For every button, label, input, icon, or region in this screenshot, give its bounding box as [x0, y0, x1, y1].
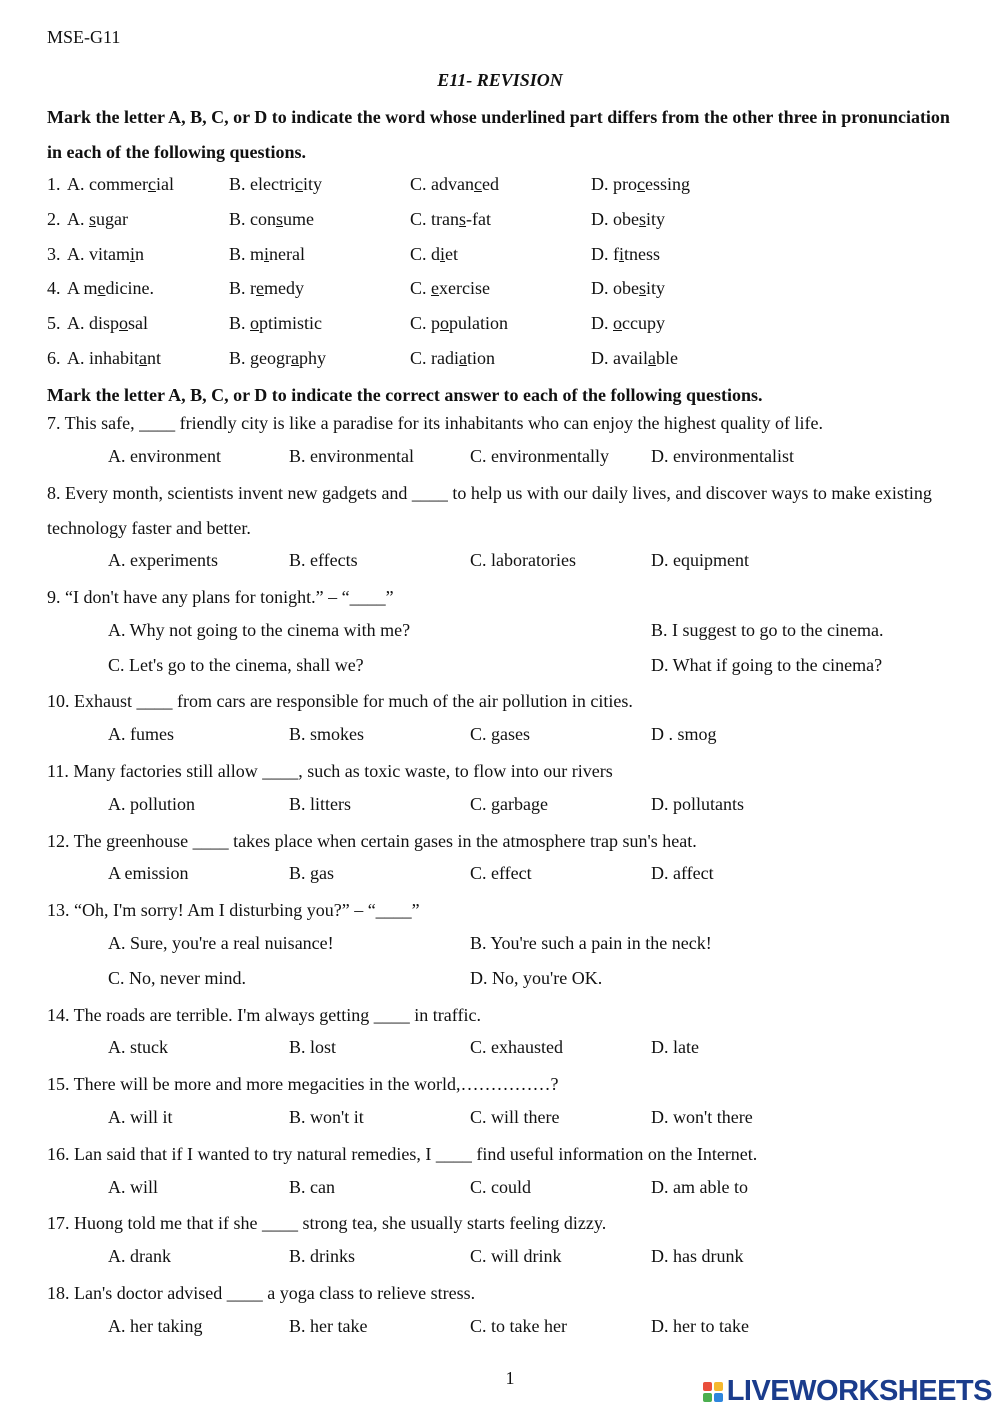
answer-option[interactable]: A. her taking [108, 1315, 203, 1336]
answer-option[interactable]: D. processing [591, 174, 690, 194]
answer-option[interactable]: D. What if going to the cinema? [651, 654, 883, 675]
answer-option[interactable]: A. will it [108, 1107, 173, 1127]
answer-option[interactable]: D. fitness [591, 243, 661, 264]
answer-option[interactable]: B. gas [289, 863, 334, 884]
answer-option[interactable]: D. am able to [651, 1176, 748, 1197]
underlined-part: e [256, 278, 264, 299]
answer-option[interactable]: A. inhabitant [67, 348, 162, 368]
question-number: 5. [47, 313, 61, 334]
underlined-part: c [637, 174, 645, 194]
page-number: 1 [505, 1368, 515, 1388]
answer-option[interactable]: B. consume [229, 208, 315, 229]
answer-option[interactable]: C. advanced [410, 174, 499, 194]
underlined-part: i [440, 243, 446, 264]
question-text: 12. The greenhouse ____ takes place when certain gases in the atmosphere trap sun's heat. [47, 830, 697, 851]
underlined-part: i [130, 243, 136, 264]
answer-option[interactable]: A. pollution [108, 793, 196, 814]
answer-option[interactable]: B. I suggest to go to the cinema. [651, 619, 884, 640]
underlined-part: a [139, 348, 147, 368]
document-code: MSE-G11 [47, 27, 121, 47]
underlined-part: s [459, 208, 467, 229]
question-number: 3. [47, 243, 61, 264]
answer-option[interactable]: A emission [108, 863, 189, 884]
answer-option[interactable]: C. exercise [410, 278, 490, 299]
pronunciation-question [47, 348, 977, 378]
answer-option[interactable]: D. has drunk [651, 1246, 744, 1267]
answer-option[interactable]: C. environmentally [470, 445, 609, 466]
pronunciation-question [47, 313, 977, 343]
answer-option[interactable]: C. garbage [470, 793, 548, 814]
answer-option[interactable]: D. No, you're OK. [470, 967, 603, 988]
options-row [47, 1316, 977, 1346]
underlined-part: e [97, 278, 106, 299]
underlined-part: e [431, 278, 440, 299]
answer-option[interactable]: A. Why not going to the cinema with me? [108, 619, 411, 640]
question-number: 6. [47, 348, 61, 368]
underlined-part: i [264, 243, 270, 264]
answer-option[interactable]: D. her to take [651, 1315, 749, 1336]
answer-option[interactable]: A. environment [108, 445, 221, 466]
underlined-part: s [639, 278, 647, 299]
underlined-part: a [459, 348, 467, 368]
answer-option[interactable]: B. effects [289, 550, 358, 571]
pronunciation-question [47, 244, 977, 274]
answer-option[interactable]: A. commercial [67, 174, 174, 194]
question-number: 4. [47, 278, 61, 299]
question-number: 2. [47, 208, 61, 229]
options-row [47, 794, 977, 824]
question-text: 14. The roads are terrible. I'm always getting ____ in traffic. [47, 1004, 481, 1025]
question-text: 9. “I don't have any plans for tonight.” – “____” [47, 587, 394, 607]
instruction-pronunciation: Mark the letter A, B, C, or D to indicate the word whose underlined part differs from the other three in pronunciation in each of the following questions. [47, 107, 950, 162]
answer-option[interactable]: A. will [108, 1176, 159, 1197]
answer-option[interactable]: B. You're such a pain in the neck! [470, 933, 712, 953]
answer-option[interactable]: A medicine. [67, 278, 154, 299]
answer-option[interactable]: A. Sure, you're a real nuisance! [108, 933, 334, 953]
answer-option[interactable]: C. Let's go to the cinema, shall we? [108, 654, 364, 675]
answer-option[interactable]: C. trans-fat [410, 208, 491, 229]
underlined-part: c [473, 174, 482, 194]
options-row [47, 1107, 977, 1137]
answer-option[interactable]: C. gases [470, 724, 530, 745]
question-text: 18. Lan's doctor advised ____ a yoga class to relieve stress. [47, 1283, 476, 1303]
answer-option[interactable]: C. radiation [410, 348, 496, 368]
underlined-part: c [294, 174, 303, 194]
underlined-part: a [647, 348, 656, 368]
answer-option[interactable]: B. optimistic [229, 313, 323, 334]
pronunciation-question [47, 278, 977, 308]
instruction-multiple-choice: Mark the letter A, B, C, or D to indicate the correct answer to each of the following questions. [47, 385, 763, 405]
answer-option[interactable]: A. fumes [108, 724, 174, 745]
underlined-part: c [147, 174, 156, 194]
answer-option[interactable]: B. remedy [229, 278, 304, 299]
underlined-part: a [291, 348, 299, 368]
answer-option[interactable]: D. equipment [651, 550, 749, 571]
liveworksheets-logo [703, 1375, 992, 1408]
answer-option[interactable]: C. could [470, 1176, 531, 1197]
underlined-part: s [276, 208, 284, 229]
answer-option[interactable]: C. population [410, 313, 509, 334]
question-text: 7. This safe, ____ friendly city is like a paradise for its inhabitants who can enjoy the highest quality of life. [47, 413, 823, 433]
question-text: 8. Every month, scientists invent new gadgets and ____ to help us with our daily lives, and discover ways to make existing technology faster and better. [47, 482, 932, 538]
logo-text: LIVEWORKSHEETS [726, 1375, 992, 1407]
question-text: 17. Huong told me that if she ____ strong tea, she usually starts feeling dizzy. [47, 1213, 607, 1234]
options-row [47, 655, 977, 685]
question-text: 16. Lan said that if I wanted to try natural remedies, I ____ find useful information on the Internet. [47, 1143, 758, 1164]
answer-option[interactable]: A. vitamin [67, 243, 145, 264]
answer-option[interactable]: D. available [591, 348, 678, 368]
options-row [47, 968, 977, 998]
question-text: 10. Exhaust ____ from cars are responsible for much of the air pollution in cities. [47, 691, 633, 712]
question-text: 13. “Oh, I'm sorry! Am I disturbing you?” – “____” [47, 900, 420, 921]
pronunciation-question [47, 174, 977, 204]
answer-option[interactable]: D. affect [651, 863, 714, 884]
answer-option[interactable]: D. obesity [591, 208, 666, 229]
answer-option[interactable]: B. won't it [289, 1107, 364, 1127]
answer-option[interactable]: B. smokes [289, 724, 365, 745]
answer-option[interactable]: B. litters [289, 793, 351, 814]
answer-option[interactable]: B. geography [229, 348, 326, 368]
options-row [47, 446, 977, 476]
options-row [47, 933, 977, 963]
answer-option[interactable]: B. can [289, 1176, 335, 1197]
answer-option[interactable]: A. drank [108, 1246, 171, 1267]
options-row [47, 1246, 977, 1276]
answer-option[interactable]: C. No, never mind. [108, 967, 246, 988]
page-title: E11- REVISION [437, 70, 563, 90]
answer-option[interactable]: D. won't there [651, 1107, 753, 1127]
answer-option[interactable]: A. disposal [67, 313, 149, 334]
answer-option[interactable]: B. lost [289, 1037, 337, 1058]
options-row [47, 863, 977, 893]
pronunciation-question [47, 209, 977, 239]
answer-option[interactable]: C. exhausted [470, 1037, 563, 1058]
answer-option[interactable]: D. pollutants [651, 793, 744, 814]
underlined-part: i [619, 243, 625, 264]
underlined-part: s [639, 208, 647, 229]
options-row [47, 1177, 977, 1207]
answer-option[interactable]: D. environmentalist [651, 445, 794, 466]
underlined-part: o [250, 313, 260, 334]
options-row [47, 550, 977, 580]
answer-option[interactable]: D. obesity [591, 278, 666, 299]
answer-option[interactable]: C. effect [470, 863, 532, 884]
underlined-part: o [613, 313, 622, 334]
logo-mark-icon [703, 1382, 723, 1402]
question-text: 15. There will be more and more megacities in the world,……………? [47, 1074, 559, 1095]
answer-option[interactable]: B. electricity [229, 174, 322, 194]
options-row [47, 724, 977, 754]
question-number: 1. [47, 174, 61, 194]
answer-option[interactable]: C. laboratories [470, 550, 576, 571]
answer-option[interactable]: A. stuck [108, 1037, 168, 1058]
answer-option[interactable]: B. environmental [289, 445, 414, 466]
answer-option[interactable]: C. will drink [470, 1246, 562, 1267]
answer-option[interactable]: C. diet [410, 243, 459, 264]
answer-option[interactable]: D. late [651, 1037, 699, 1058]
underlined-part: o [119, 313, 129, 334]
options-row [47, 620, 977, 650]
answer-option[interactable]: B. mineral [229, 243, 306, 264]
underlined-part: s [89, 208, 97, 229]
answer-option[interactable]: C. will there [470, 1107, 560, 1127]
answer-option[interactable]: A. experiments [108, 550, 218, 571]
options-row [47, 1037, 977, 1067]
underlined-part: o [440, 313, 450, 334]
answer-option[interactable]: A. sugar [67, 208, 128, 229]
answer-option[interactable]: C. to take her [470, 1315, 567, 1336]
answer-option[interactable]: D . smog [651, 724, 717, 745]
answer-option[interactable]: D. occupy [591, 313, 665, 334]
answer-option[interactable]: B. drinks [289, 1246, 356, 1267]
question-text: 11. Many factories still allow ____, such as toxic waste, to flow into our rivers [47, 761, 613, 781]
answer-option[interactable]: B. her take [289, 1315, 368, 1336]
